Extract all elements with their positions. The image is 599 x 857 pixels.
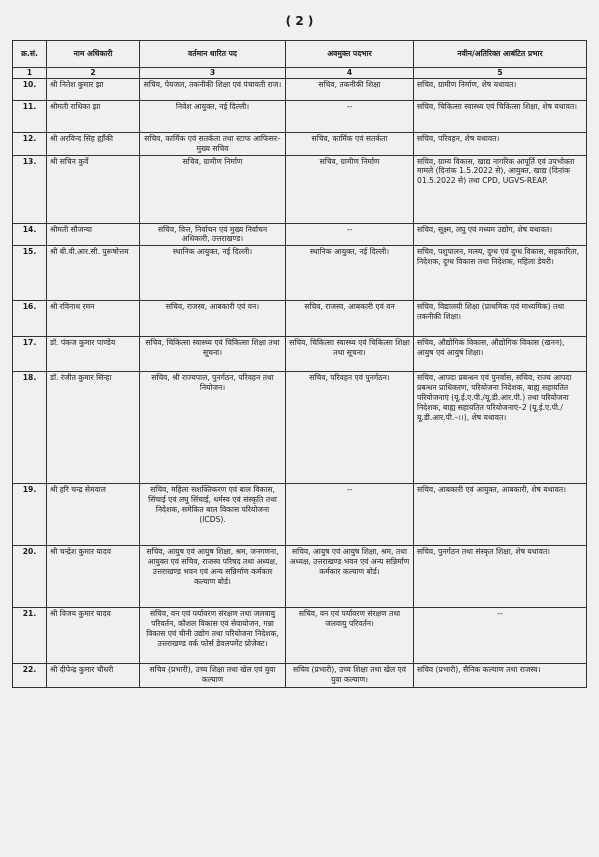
column-number: 3 — [140, 68, 286, 79]
serial-number-cell: 17. — [13, 337, 47, 372]
officer-name-cell: श्री हरि चन्द्र सेमवाल — [47, 484, 140, 546]
serial-number-cell: 22. — [13, 664, 47, 688]
officer-name-cell: श्रीमती सौजन्या — [47, 223, 140, 246]
table-row — [13, 664, 587, 688]
table-row — [13, 484, 587, 546]
officer-name-cell: श्री बी.वी.आर.सी. पुरूषोत्तम — [47, 246, 140, 301]
serial-number-cell: 20. — [13, 546, 47, 608]
current-post-cell: सचिव, श्री राज्यपाल, पुनर्गठन, परिवहन तथा नियोजन। — [140, 372, 286, 484]
relieved-charge-cell: स्थानिक आयुक्त, नई दिल्ली। — [286, 246, 414, 301]
table-row — [13, 246, 587, 301]
new-charge-cell: सचिव, सूक्ष्म, लघु एवं मध्यम उद्योग, शेष यथावत। — [414, 223, 587, 246]
table-row — [13, 223, 587, 246]
new-charge-cell: सचिव, औद्योगिक विकास, औद्योगिक विकास (खनन), आयुष एवं आयुष शिक्षा। — [414, 337, 587, 372]
header-new-charge: नवीन/अतिरिक्त आबंटित प्रभार — [414, 41, 587, 68]
serial-number-cell: 21. — [13, 608, 47, 664]
serial-number-cell: 10. — [13, 78, 47, 100]
relieved-charge-cell: सचिव, परिवहन एवं पुनर्गठन। — [286, 372, 414, 484]
current-post-cell: सचिव, राजस्व, आबकारी एवं वन। — [140, 301, 286, 337]
table-row — [13, 301, 587, 337]
table-row — [13, 546, 587, 608]
officer-name-cell: श्री नितेश कुमार झा — [47, 78, 140, 100]
header-relieved-charge: अवमुक्त पदभार — [286, 41, 414, 68]
new-charge-cell: सचिव, पुनर्गठन तथा संस्कृत शिक्षा, शेष यथावत। — [414, 546, 587, 608]
relieved-charge-cell: सचिव, आयुष एवं आयुष शिक्षा, श्रम, तथा अध्यक्ष, उत्तराखण्ड भवन एवं अन्य सन्निर्माण कर्मकार कल्याण बोर्ड। — [286, 546, 414, 608]
new-charge-cell: सचिव, चिकित्सा स्वास्थ्य एवं चिकित्सा शिक्षा, शेष यथावत। — [414, 100, 587, 132]
column-number: 4 — [286, 68, 414, 79]
current-post-cell: सचिव, वन एवं पर्यावरण संरक्षण तथा जलवायु परिवर्तन, कौशल विकास एवं सेवायोजन, गन्ना विकास एवं चीनी उद्योग तथा परियोजना निदेशक, उत्तराखण्ड वर्क फोर्स डेवलपमेंट प्रोजेक्ट। — [140, 608, 286, 664]
page-number: ( 2 ) — [285, 14, 314, 28]
table-row — [13, 337, 587, 372]
officer-name-cell: डॉ. रंजीत कुमार सिन्हा — [47, 372, 140, 484]
new-charge-cell: सचिव, आपदा प्रबन्धन एवं पुनर्वास, सचिव, राज्य आपदा प्रबन्धन प्राधिकरण, परियोजना निदेशक, बाह्य सहायतित परियोजनाएं (यू.ई.ए.पी./यू.डी.आर.पी.) तथा परियोजना निदेशक, बाह्य सहायतित परियोजनाएं–2 (यू.ई.ए.पी./यू.डी.आर.पी.–।।), शेष यथावत। — [414, 372, 587, 484]
new-charge-cell: सचिव (प्रभारी), सैनिक कल्याण तथा राजस्व। — [414, 664, 587, 688]
current-post-cell: सचिव, चिकित्सा स्वास्थ्य एवं चिकित्सा शिक्षा तथा सूचना। — [140, 337, 286, 372]
header-officer-name: नाम अधिकारी — [47, 41, 140, 68]
column-number: 1 — [13, 68, 47, 79]
table-row — [13, 132, 587, 155]
relieved-charge-cell: सचिव, राजस्व, आबकारी एवं वन — [286, 301, 414, 337]
table-row — [13, 608, 587, 664]
officer-name-cell: श्रीमती राधिका झा — [47, 100, 140, 132]
relieved-charge-cell: सचिव, चिकित्सा स्वास्थ्य एवं चिकित्सा शिक्षा तथा सूचना। — [286, 337, 414, 372]
officer-name-cell: डॉ. पंकज कुमार पाण्डेय — [47, 337, 140, 372]
table-row — [13, 100, 587, 132]
new-charge-cell: सचिव, विद्यालयी शिक्षा (प्राथमिक एवं माध्यमिक) तथा तकनीकी शिक्षा। — [414, 301, 587, 337]
relieved-charge-cell: सचिव, तकनीकी शिक्षा — [286, 78, 414, 100]
table-body — [13, 78, 587, 687]
officer-name-cell: श्री चन्द्रेश कुमार यादव — [47, 546, 140, 608]
header-serial: क्र.सं. — [13, 41, 47, 68]
table-row — [13, 155, 587, 223]
column-number: 5 — [414, 68, 587, 79]
officer-name-cell: श्री अरविन्द सिंह ह्याँकी — [47, 132, 140, 155]
relieved-charge-cell: -- — [286, 223, 414, 246]
serial-number-cell: 15. — [13, 246, 47, 301]
current-post-cell: सचिव, वित्त, निर्वाचन एवं मुख्य निर्वाचन अधिकारी, उत्तराखण्ड। — [140, 223, 286, 246]
current-post-cell: सचिव (प्रभारी), उच्च शिक्षा तथा खेल एवं युवा कल्याण — [140, 664, 286, 688]
current-post-cell: सचिव, कार्मिक एवं सतर्कता तथा स्टाफ आफिसर–मुख्य सचिव — [140, 132, 286, 155]
serial-number-cell: 11. — [13, 100, 47, 132]
new-charge-cell: -- — [414, 608, 587, 664]
current-post-cell: निवेश आयुक्त, नई दिल्ली। — [140, 100, 286, 132]
officer-name-cell: श्री विजय कुमार यादव — [47, 608, 140, 664]
new-charge-cell: सचिव, आबकारी एवं आयुक्त, आबकारी, शेष यथावत। — [414, 484, 587, 546]
transfer-table — [12, 40, 587, 688]
serial-number-cell: 16. — [13, 301, 47, 337]
officer-name-cell: श्री सचिन कुर्वे — [47, 155, 140, 223]
current-post-cell: सचिव, महिला सशक्तिकरण एवं बाल विकास, सिंचाई एवं लघु सिंचाई, धर्मस्व एवं संस्कृति तथा निदेशक, समेकित बाल विकास परियोजना (ICDS). — [140, 484, 286, 546]
table-row — [13, 78, 587, 100]
current-post-cell: सचिव, पेयजल, तकनीकी शिक्षा एवं पंचायती राज। — [140, 78, 286, 100]
relieved-charge-cell: सचिव, कार्मिक एवं सतर्कता — [286, 132, 414, 155]
column-number: 2 — [47, 68, 140, 79]
header-current-post: वर्तमान धारित पद — [140, 41, 286, 68]
officer-name-cell: श्री दीपेन्द्र कुमार चौधरी — [47, 664, 140, 688]
header-row — [13, 41, 587, 68]
serial-number-cell: 12. — [13, 132, 47, 155]
current-post-cell: स्थानिक आयुक्त, नई दिल्ली। — [140, 246, 286, 301]
relieved-charge-cell: सचिव (प्रभारी), उच्च शिक्षा तथा खेल एवं युवा कल्याण। — [286, 664, 414, 688]
serial-number-cell: 13. — [13, 155, 47, 223]
table-row — [13, 372, 587, 484]
new-charge-cell: सचिव, पशुपालन, मत्स्य, दुग्ध एवं दुग्ध विकास, सहकारिता, निदेशक, दुग्ध विकास तथा निदेशक, महिला डेयरी। — [414, 246, 587, 301]
column-number-row — [13, 68, 587, 79]
serial-number-cell: 18. — [13, 372, 47, 484]
relieved-charge-cell: -- — [286, 100, 414, 132]
serial-number-cell: 14. — [13, 223, 47, 246]
new-charge-cell: सचिव, ग्रामीण निर्माण, शेष यथावत। — [414, 78, 587, 100]
new-charge-cell: सचिव, परिवहन, शेष यथावत। — [414, 132, 587, 155]
officer-name-cell: श्री रविनाथ रमन — [47, 301, 140, 337]
new-charge-cell: सचिव, ग्राम्य विकास, खाद्य नागरिक आपूर्ति एवं उपभोक्ता मामले (दिनांक 1.5.2022 से), आयुक्त, खाद्य (दिनांक 01.5.2022 से) तथा CPD, UGVS-REAP. — [414, 155, 587, 223]
serial-number-cell: 19. — [13, 484, 47, 546]
relieved-charge-cell: सचिव, वन एवं पर्यावरण संरक्षण तथा जलवायु परिवर्तन। — [286, 608, 414, 664]
current-post-cell: सचिव, आयुष एवं आयुष शिक्षा, श्रम, जनगणना, आयुक्त एवं सचिव, राजस्व परिषद तथा अध्यक्ष, उत्तराखण्ड भवन एवं अन्य सन्निर्माण कर्मकार कल्याण बोर्ड। — [140, 546, 286, 608]
relieved-charge-cell: -- — [286, 484, 414, 546]
relieved-charge-cell: सचिव, ग्रामीण निर्माण — [286, 155, 414, 223]
current-post-cell: सचिव, ग्रामीण निर्माण — [140, 155, 286, 223]
